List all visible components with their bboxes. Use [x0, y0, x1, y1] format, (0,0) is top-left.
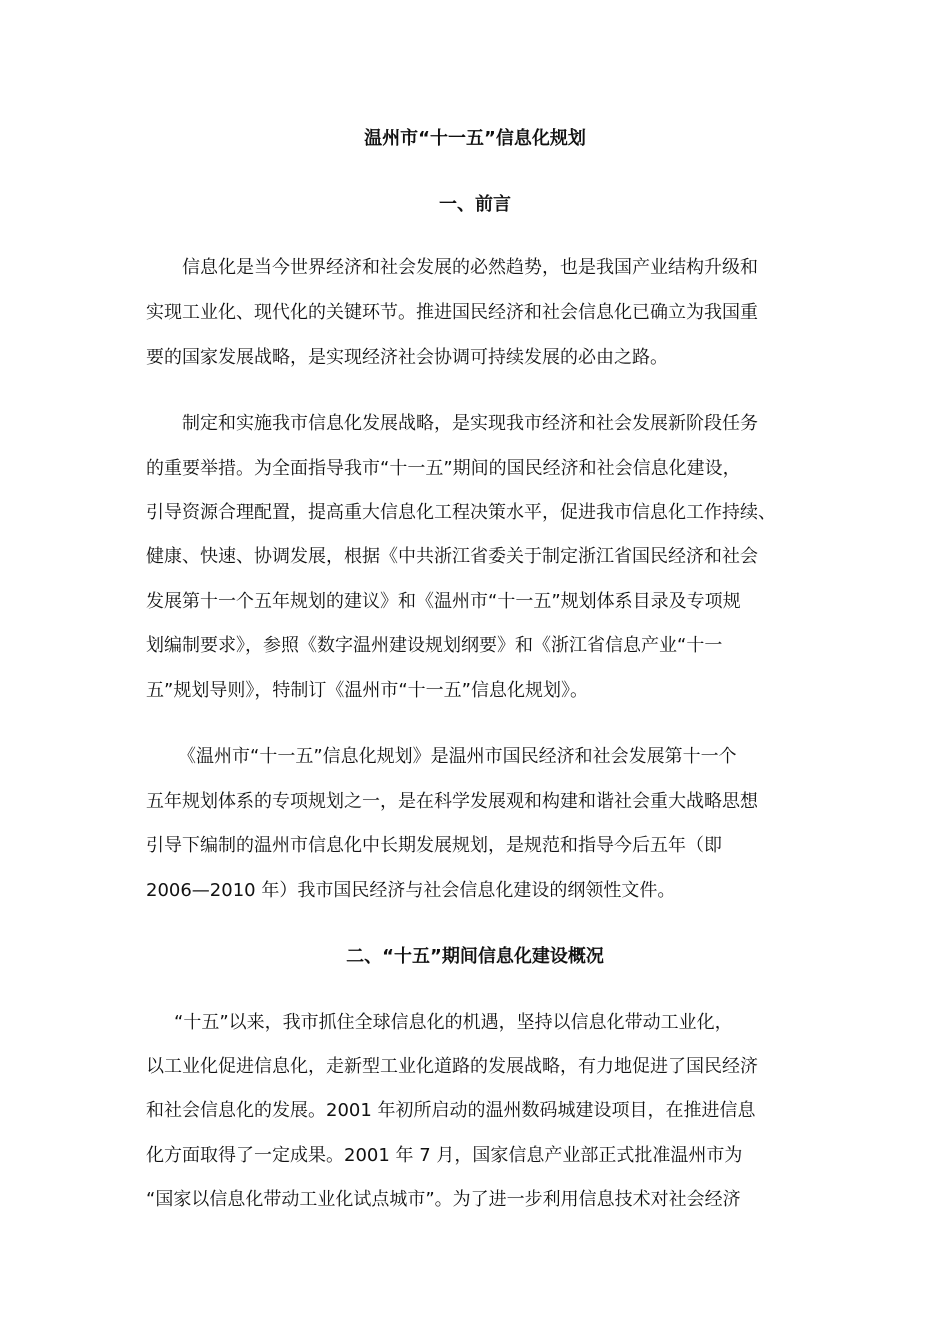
- paragraph-line: 信息化是当今世界经济和社会发展的必然趋势，也是我国产业结构升级和: [182, 257, 758, 278]
- paragraph-line: 制定和实施我市信息化发展战略，是实现我市经济和社会发展新阶段任务: [182, 413, 758, 434]
- paragraph-line: 要的国家发展战略，是实现经济社会协调可持续发展的必由之路。: [146, 347, 668, 368]
- section-heading-overview: 二、“十五”期间信息化建设概况: [346, 946, 604, 967]
- paragraph-line: “十五”以来，我市抓住全球信息化的机遇，坚持以信息化带动工业化，: [174, 1012, 733, 1033]
- paragraph-line: 的重要举措。为全面指导我市“十一五”期间的国民经济和社会信息化建设，: [146, 458, 741, 479]
- paragraph-line: 化方面取得了一定成果。2001 年 7 月，国家信息产业部正式批准温州市为: [146, 1145, 743, 1166]
- paragraph-line: 引导资源合理配置，提高重大信息化工程决策水平，促进我市信息化工作持续、: [146, 502, 776, 523]
- document-title: 温州市“十一五”信息化规划: [364, 128, 586, 149]
- paragraph-line: 引导下编制的温州市信息化中长期发展规划，是规范和指导今后五年（即: [146, 835, 722, 856]
- paragraph-line: 实现工业化、现代化的关键环节。推进国民经济和社会信息化已确立为我国重: [146, 302, 758, 323]
- section-heading-preface: 一、前言: [439, 194, 511, 215]
- paragraph-line: 五年规划体系的专项规划之一，是在科学发展观和构建和谐社会重大战略思想: [146, 791, 758, 812]
- paragraph-line: 发展第十一个五年规划的建议》和《温州市“十一五”规划体系目录及专项规: [146, 591, 741, 612]
- paragraph-line: 和社会信息化的发展。2001 年初所启动的温州数码城建设项目，在推进信息: [146, 1100, 756, 1121]
- paragraph-line: 健康、快速、协调发展，根据《中共浙江省委关于制定浙江省国民经济和社会: [146, 546, 758, 567]
- paragraph-line: 划编制要求》，参照《数字温州建设规划纲要》和《浙江省信息产业“十一: [146, 635, 723, 656]
- paragraph-line: 以工业化促进信息化，走新型工业化道路的发展战略，有力地促进了国民经济: [146, 1056, 758, 1077]
- paragraph-line: “国家以信息化带动工业化试点城市”。为了进一步利用信息技术对社会经济: [146, 1189, 741, 1210]
- paragraph-line: 五”规划导则》，特制订《温州市“十一五”信息化规划》。: [146, 680, 588, 701]
- paragraph-line: 2006—2010 年）我市国民经济与社会信息化建设的纲领性文件。: [146, 880, 676, 901]
- paragraph-line: 《温州市“十一五”信息化规划》是温州市国民经济和社会发展第十一个: [178, 746, 737, 767]
